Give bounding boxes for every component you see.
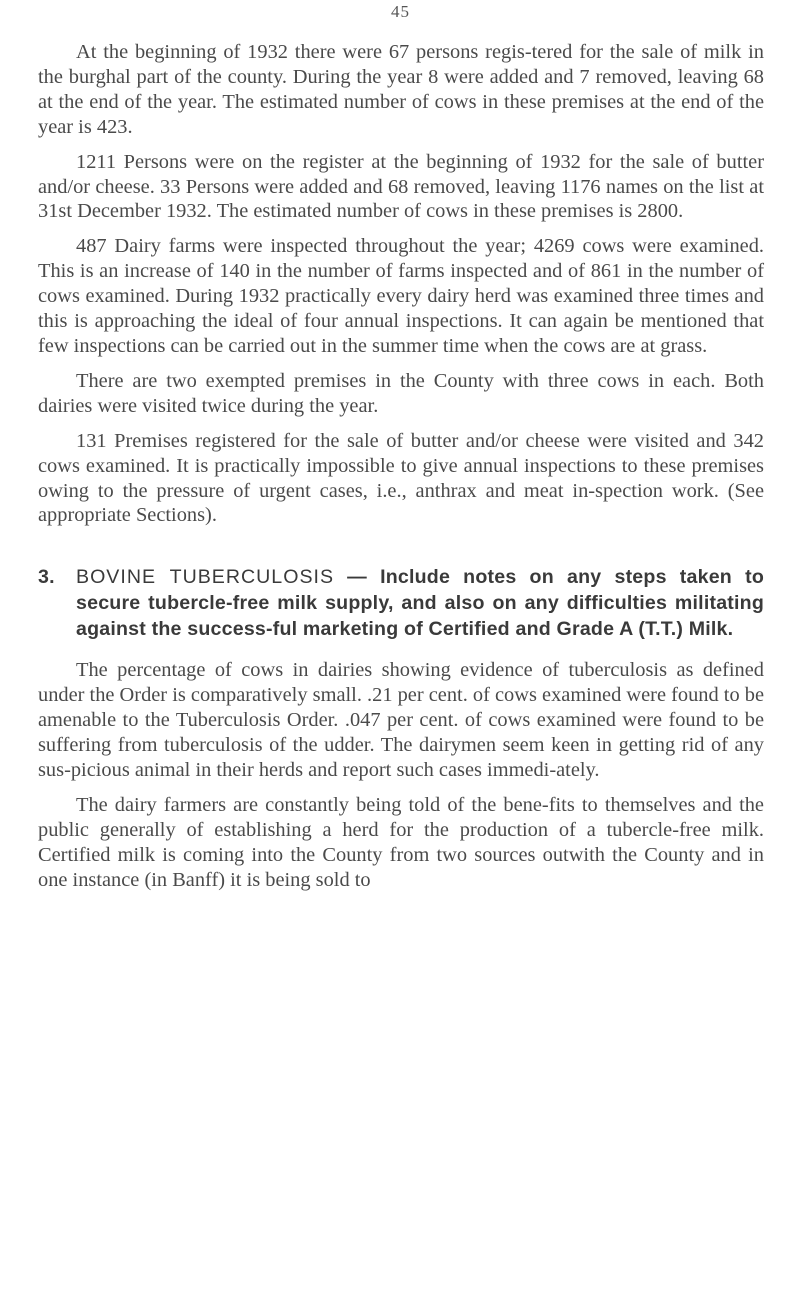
section-number: 3. — [38, 566, 55, 589]
paragraph-butter-cheese-visits: 131 Premises registered for the sale of butter and/or cheese were visited and 342 cows examined. It is practically impossible to give annual inspections to these premises owing to the pressure of urgent cases, i.e., anthrax and meat in-spection work. (See appropriate Sections). — [38, 429, 764, 527]
section-title: BOVINE TUBERCULOSIS — [76, 566, 335, 589]
paragraph-tuberculosis-percentage: The percentage of cows in dairies showing evidence of tuberculosis as defined under the Order is comparatively small. .21 per cent. of cows examined were found to be amenable to the Tuberculosis Order. .047 per cent. of cows examined were found to be suffering from tuberculosis of the udder. The dairymen seem keen in getting rid of any sus-picious animal in their herds and report such cases immedi-ately. — [38, 659, 764, 781]
paragraph-certified-milk: The dairy farmers are constantly being told of the bene-fits to themselves and the public generally of establishing a herd for the production of a tubercle-free milk. Certified milk is coming into the County from two sources outwith the County and in one instance (in Banff) it is being sold to — [38, 793, 764, 891]
body-text — [38, 40, 764, 902]
paragraph-dairy-farm-inspections: 487 Dairy farms were inspected throughout the year; 4269 cows were examined. This is an increase of 140 in the number of farms inspected and of 861 in the number of cows examined. During 1932 practically every dairy herd was examined three times and this is approaching the ideal of four annual inspections. It can again be mentioned that few inspections can be carried out in the summer time when the cows are at grass. — [38, 235, 764, 357]
section-subtitle: — Include notes on any steps taken to secure tubercle-free milk supply, and also on any difficulties militating against the success-ful marketing of Certified and Grade A (T.T.) Milk. — [76, 566, 764, 641]
paragraph-milk-register: At the beginning of 1932 there were 67 persons regis-tered for the sale of milk in the burghal part of the county. During the year 8 were added and 7 removed, leaving 68 at the end of the year. The estimated number of cows in these premises at the end of the year is 423. — [38, 41, 764, 138]
page-number: 45 — [391, 2, 410, 21]
section-heading — [38, 564, 764, 642]
paragraph-exempted-premises: There are two exempted premises in the County with three cows in each. Both dairies were visited twice during the year. — [38, 369, 764, 417]
paragraph-butter-cheese-register: 1211 Persons were on the register at the beginning of 1932 for the sale of butter and/or cheese. 33 Persons were added and 68 removed, leaving 1176 names on the list at 31st December 1932. The estimated number of cows in these premises is 2800. — [38, 150, 764, 223]
